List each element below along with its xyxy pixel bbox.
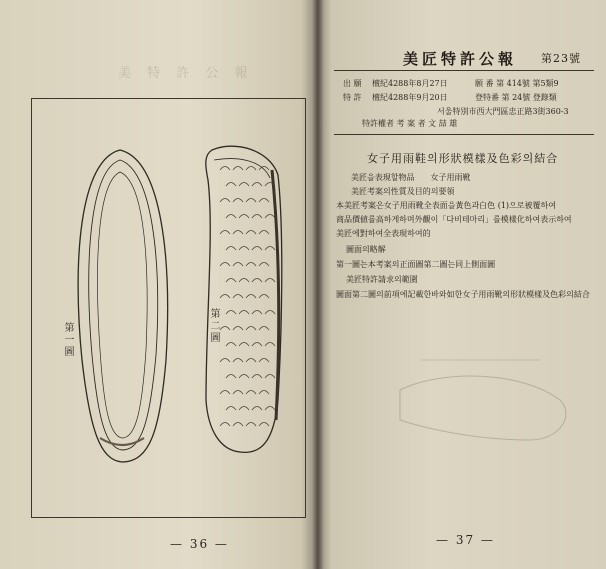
body-line: 美匠特許請求의範圍 — [346, 275, 418, 284]
body-line: 圖面의略解 — [346, 245, 386, 254]
publication-label: 特 許 — [343, 93, 362, 102]
book-gutter — [312, 0, 324, 569]
left-page-number: — 36 — — [170, 537, 229, 551]
registration-number: 登特番 第 24號 登錄類 — [475, 93, 557, 102]
design-title: 女子用雨鞋의形狀模樣及色彩의結合 — [367, 152, 559, 165]
page-title: 美匠特許公報 — [403, 50, 518, 68]
bleed-through-drawing — [360, 330, 600, 530]
right-page-number: — 37 — — [436, 533, 495, 547]
bleed-through-text: 美 特 許 公 報 — [118, 66, 254, 81]
body-line: 美匠考案의性質及目的의要領 — [351, 187, 455, 196]
body-line: 圖面第二圖의前項에記載한바와如한女子用雨靴의形狀模樣及色彩의結合 — [336, 290, 590, 299]
fig1-label: 第一圖 — [62, 322, 73, 358]
application-number: 願 番 第 414號 第5類9 — [475, 79, 559, 88]
applicant-name: 特許權者 考 案 者 文 喆 雄 — [362, 119, 458, 128]
body-line: 本美匠考案은女子用雨靴全表面을黃色과白色 (1)으로被覆하여 — [336, 201, 556, 210]
filing-date: 檀紀4288年8月27日 — [372, 79, 448, 88]
header-rule — [334, 70, 594, 71]
body-line: 美匠에對하여全表現하여的 — [336, 229, 431, 238]
applicant-address: 서울特別市西大門區忠正路3街360-3 — [437, 107, 569, 116]
issue-number: 第23號 — [541, 52, 581, 65]
body-line: 美匠을表現할物品 女子用雨靴 — [351, 173, 471, 182]
filing-label: 出 願 — [343, 79, 362, 88]
fig1-sole-drawing — [78, 150, 168, 462]
fig2-label: 第二圖 — [208, 308, 219, 344]
meta-rule — [334, 134, 594, 135]
body-line: 第一圖는本考案의正面圖第二圖는同上側面圖 — [336, 260, 496, 269]
publication-date: 檀紀4288年9月20日 — [372, 93, 448, 102]
body-line: 商品價値를高하게하며外觀이「다비테마리」를模樣化하여表示하여 — [336, 215, 572, 224]
